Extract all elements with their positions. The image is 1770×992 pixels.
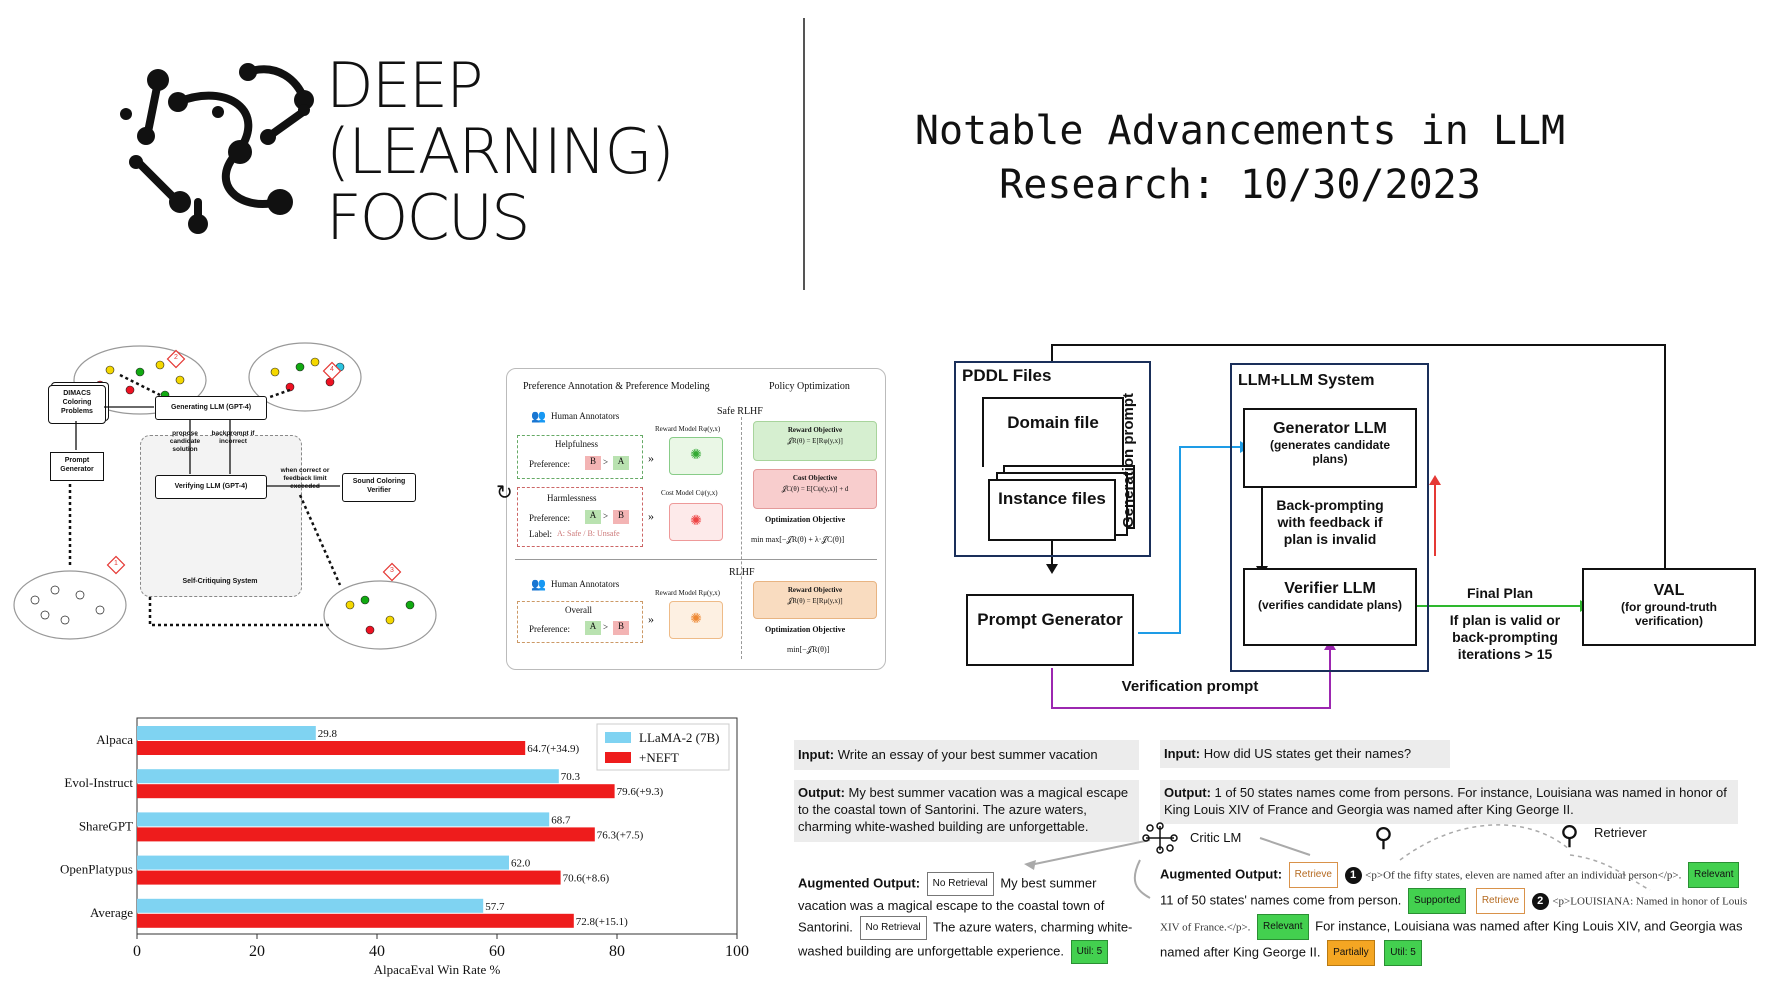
bar-neft-1 bbox=[137, 784, 615, 798]
reward-model-label: Reward Model Rφ(y,x) bbox=[655, 425, 721, 433]
bar-label-base-2: 68.7 bbox=[551, 814, 571, 827]
rag-left-input-label: Input: bbox=[798, 747, 835, 762]
rag-right-input-text: How did US states get their names? bbox=[1203, 746, 1412, 761]
bar-base-3 bbox=[137, 856, 509, 870]
cost-objective-title: Cost Objective bbox=[792, 474, 838, 482]
generator-llm-title: Generator LLM bbox=[1273, 420, 1387, 437]
safe-rlhf-header-left: Preference Annotation & Preference Modeling bbox=[523, 381, 710, 392]
domain-file-label: Domain file bbox=[1007, 413, 1099, 432]
harmlessness-pref-label: Preference: bbox=[529, 513, 570, 523]
category-label-2: ShareGPT bbox=[78, 818, 133, 834]
x-tick-label-3: 60 bbox=[489, 943, 505, 960]
verifier-llm-title: Verifier LLM bbox=[1284, 580, 1376, 597]
planning-prompt-generator-label: Prompt Generator bbox=[977, 610, 1123, 629]
rlhf-opt-title: Optimization Objective bbox=[765, 625, 846, 634]
critic-lm-label: Critic LM bbox=[1190, 830, 1242, 845]
bar-label-base-4: 57.7 bbox=[485, 900, 505, 913]
page-title bbox=[860, 104, 1620, 212]
annotators-icon: 👥 bbox=[531, 409, 546, 423]
x-tick-label-2: 40 bbox=[369, 943, 385, 960]
header-divider bbox=[803, 18, 805, 290]
rag-right-text-2: For instance, Louisiana was named after King Louis XIV, and Georgia was named after King George II. bbox=[1160, 918, 1743, 960]
reward-objective-box bbox=[753, 421, 877, 461]
logo-line-1: DEEP bbox=[326, 49, 482, 122]
rlhf-annotators-label: Human Annotators bbox=[551, 579, 620, 589]
generator-llm-sub: (generates candidate plans) bbox=[1269, 438, 1391, 466]
bar-base-2 bbox=[137, 812, 549, 826]
rag-left-output-label: Output: bbox=[798, 785, 845, 800]
reward-objective-title: Reward Objective bbox=[787, 426, 843, 434]
graph-coloring-figure bbox=[10, 335, 470, 665]
verification-prompt-label: Verification prompt bbox=[1121, 678, 1259, 695]
bar-label-neft-1: 79.6(+9.3) bbox=[616, 786, 664, 799]
safe-opt-title: Optimization Objective bbox=[765, 515, 846, 524]
retrieved-doc-2: <p>LOUISIANA: Named in honor of Louis XIV of France.</p>. bbox=[1160, 895, 1748, 934]
planning-prompt-generator-box bbox=[966, 594, 1134, 666]
bar-label-neft-4: 72.8(+15.1) bbox=[575, 915, 628, 928]
overall-b: B bbox=[613, 621, 629, 635]
rlhf-reward-objective-box bbox=[753, 581, 877, 619]
reward-objective-formula: 𝒥R(θ) = E[Rφ(y,x)] bbox=[787, 437, 843, 445]
helpfulness-a: A bbox=[613, 456, 629, 470]
retrieve-tag-1: Retrieve bbox=[1289, 862, 1338, 888]
harmlessness-gt: > bbox=[603, 511, 609, 521]
helpfulness-gt: > bbox=[603, 457, 609, 467]
rag-left-output-text: My best summer vacation was a magical escape to the coastal town of Santorini. The azure waters, charming white-washed building are unforgettable. bbox=[798, 785, 1129, 834]
retriever-icon-1: ⚲ bbox=[1374, 822, 1394, 852]
final-plan-label: Final Plan bbox=[1466, 585, 1534, 601]
dimacs-label: DIMACS Coloring Problems bbox=[61, 390, 93, 415]
generating-llm-label: Generating LLM (GPT-4) bbox=[170, 404, 252, 411]
legend-label-0: LLaMA-2 (7B) bbox=[639, 730, 720, 745]
rlhf-opt-formula: min[−𝒥R(θ)] bbox=[787, 645, 830, 654]
backprompt-label: backprompt if incorrect bbox=[211, 430, 255, 445]
system-label: Self-Critiquing System bbox=[182, 578, 258, 585]
domain-file-doc bbox=[982, 397, 1124, 467]
val-box bbox=[1582, 568, 1756, 646]
helpfulness-label: Helpfulness bbox=[555, 439, 598, 449]
instance-files-doc bbox=[988, 479, 1116, 541]
safe-rlhf-divider bbox=[515, 559, 877, 560]
util-tag-left: Util: 5 bbox=[1071, 940, 1109, 964]
verifying-llm-label: Verifying LLM (GPT-4) bbox=[174, 483, 248, 490]
num-badge-1: 1 bbox=[1345, 867, 1362, 884]
cost-objective-box bbox=[753, 469, 877, 509]
cost-model-net: ✺ bbox=[669, 503, 723, 541]
safe-rlhf-figure bbox=[506, 368, 886, 670]
no-retrieval-tag-1: No Retrieval bbox=[927, 872, 994, 896]
harmlessness-a: A bbox=[585, 510, 601, 524]
bar-label-neft-3: 70.6(+8.6) bbox=[562, 872, 610, 885]
reward-model-net: ✺ bbox=[669, 437, 723, 475]
val-sub: (for ground-truth verification) bbox=[1621, 600, 1717, 628]
rag-right-aug-label: Augmented Output: bbox=[1160, 866, 1283, 882]
retrieve-tag-2: Retrieve bbox=[1476, 888, 1525, 914]
bar-label-base-1: 70.3 bbox=[560, 771, 581, 784]
propose-label: propose candidate solution bbox=[169, 430, 201, 453]
bar-base-0 bbox=[137, 726, 316, 740]
safe-rlhf-title: Safe RLHF bbox=[717, 406, 763, 417]
category-label-3: OpenPlatypus bbox=[60, 861, 133, 877]
overall-model-label: Reward Model Rμ(y,x) bbox=[655, 589, 720, 597]
overall-label: Overall bbox=[565, 605, 592, 615]
bar-neft-2 bbox=[137, 827, 595, 841]
supported-tag: Supported bbox=[1408, 888, 1466, 914]
page-title-line-1: Notable Advancements in LLM bbox=[914, 108, 1566, 154]
annotators-label: Human Annotators bbox=[551, 411, 620, 421]
x-axis-label: AlpacaEval Win Rate % bbox=[373, 962, 501, 977]
logo-line-2: (LEARNING) bbox=[326, 115, 673, 188]
graph-coloring-arrows bbox=[10, 335, 470, 665]
legend-swatch-0 bbox=[605, 732, 631, 743]
rag-left-aug-label: Augmented Output: bbox=[798, 875, 921, 891]
generation-prompt-label: Generation prompt bbox=[1120, 392, 1137, 528]
bar-base-4 bbox=[137, 899, 483, 913]
retriever-label: Retriever bbox=[1594, 825, 1647, 840]
logo-line-3: FOCUS bbox=[326, 181, 529, 254]
category-label-1: Evol-Instruct bbox=[64, 775, 133, 791]
rag-right-output bbox=[1160, 780, 1738, 824]
harmlessness-label: Harmlessness bbox=[547, 493, 597, 503]
x-tick-label-0: 0 bbox=[133, 943, 141, 960]
rag-left-aug-text-1: My best summer vacation was a magical escape to the coastal town of Santorini. bbox=[798, 875, 1105, 935]
step-2-label: 2 bbox=[174, 354, 178, 361]
overall-pref-label: Preference: bbox=[529, 624, 570, 634]
bar-label-neft-0: 64.7(+34.9) bbox=[527, 743, 580, 755]
page-title-line-2: Research: 10/30/2023 bbox=[999, 162, 1481, 208]
verifier-llm-sub: (verifies candidate plans) bbox=[1257, 598, 1403, 612]
when-correct-label: when correct or feedback limit exceeded bbox=[280, 467, 330, 490]
rag-right-augmented bbox=[1160, 862, 1748, 966]
safe-rlhf-header-right: Policy Optimization bbox=[769, 381, 850, 392]
overall-a: A bbox=[585, 621, 601, 635]
bar-neft-3 bbox=[137, 871, 561, 885]
safe-rlhf-loop-arrow: ↻ bbox=[496, 482, 513, 504]
sound-verifier-label: Sound Coloring Verifier bbox=[352, 478, 406, 494]
rlhf-title: RLHF bbox=[729, 567, 755, 578]
harmlessness-label-values: A: Safe / B: Unsafe bbox=[557, 529, 620, 538]
category-label-4: Average bbox=[89, 904, 133, 920]
legend-swatch-1 bbox=[605, 752, 631, 763]
rlhf-reward-formula: 𝒥R(θ) = E[Rμ(y,x)] bbox=[787, 597, 843, 605]
num-badge-2: 2 bbox=[1532, 893, 1549, 910]
legend-label-1: +NEFT bbox=[639, 750, 679, 765]
cost-objective-formula: 𝒥C(θ) = E[Cψ(y,x)] + d bbox=[781, 485, 849, 493]
x-tick-label-1: 20 bbox=[249, 943, 265, 960]
rag-right-output-label: Output: bbox=[1164, 785, 1211, 800]
util-tag-right: Util: 5 bbox=[1384, 940, 1422, 966]
safe-opt-formula: min max[−𝒥R(θ) + λ·𝒥C(θ)] bbox=[751, 535, 845, 544]
rag-right-input bbox=[1160, 740, 1450, 768]
bar-label-base-0: 29.8 bbox=[317, 728, 338, 740]
retrieved-doc-1: <p>Of the fifty states, eleven are named after an individual person</p>. bbox=[1365, 869, 1682, 882]
arrow-cost-model: » bbox=[648, 509, 654, 523]
rag-right-output-text: 1 of 50 states names come from persons. For instance, Louisiana was named in honor of King Louis XIV of France and Georgia was named after King George II. bbox=[1164, 785, 1727, 817]
x-tick-label-5: 100 bbox=[725, 943, 749, 960]
val-title: VAL bbox=[1653, 582, 1685, 599]
no-retrieval-tag-2: No Retrieval bbox=[860, 916, 927, 940]
generator-llm-box bbox=[1243, 408, 1417, 488]
bar-base-1 bbox=[137, 769, 559, 783]
helpfulness-pref-label: Preference: bbox=[529, 459, 570, 469]
bar-label-neft-2: 76.3(+7.5) bbox=[596, 829, 644, 842]
arrow-reward-model: » bbox=[648, 451, 654, 465]
step-4-label: 4 bbox=[330, 366, 334, 373]
relevant-tag-1: Relevant bbox=[1688, 862, 1739, 888]
step-1-label: 1 bbox=[114, 560, 118, 567]
rag-left-input-text: Write an essay of your best summer vacation bbox=[837, 747, 1098, 762]
llm-system-title: LLM+LLM System bbox=[1238, 372, 1375, 389]
verifier-llm-box bbox=[1243, 568, 1417, 646]
prompt-generator-label: Prompt Generator bbox=[60, 457, 94, 473]
arrow-overall-model: » bbox=[648, 612, 654, 626]
rag-right-input-label: Input: bbox=[1164, 746, 1201, 761]
harmlessness-label-key: Label: bbox=[529, 529, 552, 539]
partially-tag: Partially bbox=[1327, 940, 1375, 966]
relevant-tag-2: Relevant bbox=[1257, 914, 1308, 940]
rag-right-text-1: 11 of 50 states' names come from person. bbox=[1160, 892, 1402, 908]
rag-left-input bbox=[794, 740, 1139, 770]
harmlessness-b: B bbox=[613, 510, 629, 524]
cost-model-label: Cost Model Cψ(y,x) bbox=[661, 489, 718, 497]
backprompt-feedback-label: Back-prompting with feedback if plan is invalid bbox=[1276, 497, 1384, 547]
bar-neft-4 bbox=[137, 914, 574, 928]
category-label-0: Alpaca bbox=[96, 732, 133, 747]
neft-bar-chart bbox=[40, 708, 760, 977]
overall-model-net: ✺ bbox=[669, 601, 723, 639]
retriever-icon-2: ⚲ bbox=[1560, 820, 1580, 850]
rlhf-reward-title: Reward Objective bbox=[787, 586, 843, 594]
rag-left-aug-text-2: The azure waters, charming white-washed building are unforgettable experience. bbox=[798, 919, 1133, 959]
instance-files-label: Instance files bbox=[998, 489, 1106, 508]
policy-divider bbox=[741, 417, 742, 659]
rlhf-annotators-icon: 👥 bbox=[531, 577, 546, 591]
pddl-files-title: PDDL Files bbox=[962, 366, 1052, 385]
x-tick-label-4: 80 bbox=[609, 943, 625, 960]
bar-label-base-3: 62.0 bbox=[511, 857, 531, 870]
step-3-label: 3 bbox=[390, 567, 394, 574]
overall-gt: > bbox=[603, 622, 609, 632]
helpfulness-b: B bbox=[585, 456, 601, 470]
plan-condition-label: If plan is valid or back-prompting iterations > 15 bbox=[1449, 612, 1561, 662]
bar-neft-0 bbox=[137, 741, 525, 755]
logo-mark bbox=[118, 52, 318, 237]
logo-wordmark bbox=[326, 49, 673, 254]
